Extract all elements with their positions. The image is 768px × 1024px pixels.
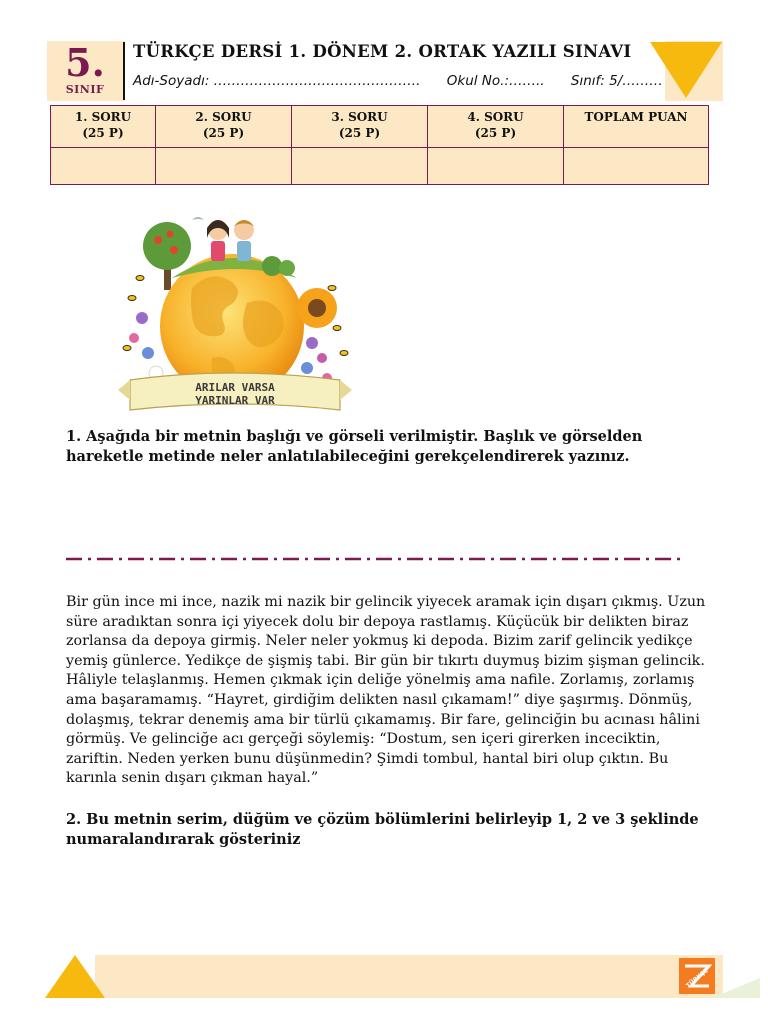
- header-divider: [123, 42, 125, 100]
- student-info-line: [133, 73, 685, 89]
- dashed-separator: [66, 556, 686, 562]
- story-passage: Bir gün ince mi ince, nazik mi nazik bir gelincik yiyecek aramak için dışarı çıkmış. Uzun süre aradıktan sonra içi yiyecek dolu bir depoya rastlamış. Küçücük bir delikten biraz zorlansa da depoya girmiş. Neler neler yokmuş ki depoda. Bizim zarif gelincik yedikçe yemiş günlerce. Yedikçe de şişmiş tabi. Bir gün bir tıkırtı duymuş bizim şişman gelincik. Hâliyle telaşlanmış. Hemen çıkmak için deliğe yönelmiş ama nafile. Zorlamış, zorlamış ama başaramamış. “Hayret, girdiğim delikten nasıl çıkamam!” diye şaşırmış. Dönmüş, dolaşmış, tekrar denemiş ama bir türlü çıkamamış. Bir fare, gelinciğin bu acınası hâlini görmüş. Ve gelinciğe acı gerçeği söylemiş: “Dostum, sen içeri girerken inceciktin, zariftin. Neden yerken bunu düşünmedin? Şimdi tombul, hantal biri olup çıktın. Bu karınla senin dışarı çıkman hayal.”: [66, 594, 706, 787]
- bird-icon: [192, 217, 204, 220]
- footer-wedge: [712, 978, 760, 998]
- corner-triangle-top: [650, 42, 722, 98]
- exam-title: TÜRKÇE DERSİ 1. DÖNEM 2. ORTAK YAZILI SINAVI: [133, 42, 632, 61]
- bee-icon: [136, 276, 144, 281]
- score-table: [50, 105, 709, 185]
- footer-band: [95, 955, 723, 998]
- score-col-2: [156, 106, 292, 148]
- score-col-label: 1. SORU: [74, 110, 132, 124]
- bee-icon: [328, 286, 336, 291]
- grade-number: 5.: [65, 40, 105, 85]
- bee-icon: [128, 296, 136, 301]
- grade-badge: [50, 41, 120, 101]
- score-col-label: TOPLAM PUAN: [584, 110, 688, 124]
- corner-triangle-bottom: [45, 955, 105, 998]
- score-col-points: (25 P): [474, 126, 517, 140]
- banner-line-1: ARILAR VARSA: [195, 381, 275, 394]
- score-col-points: (25 P): [202, 126, 245, 140]
- bee-icon: [340, 351, 348, 356]
- score-col-total: [564, 106, 709, 148]
- school-no-field[interactable]: Okul No.:……..: [446, 73, 545, 89]
- name-field[interactable]: Adı-Soyadı: ……………………………………….: [133, 73, 421, 89]
- logo-text: TÜRKÇE: [684, 967, 710, 990]
- score-cell-4[interactable]: [428, 148, 564, 185]
- score-table-entry-row: [51, 148, 709, 185]
- score-col-label: 2. SORU: [195, 110, 252, 124]
- score-table-header-row: [51, 106, 709, 148]
- grade-word: SINIF: [65, 83, 105, 96]
- score-col-label: 4. SORU: [467, 110, 524, 124]
- score-col-1: [51, 106, 156, 148]
- score-col-4: [428, 106, 564, 148]
- score-col-3: [292, 106, 428, 148]
- question-1: 1. Aşağıda bir metnin başlığı ve görseli verilmiştir. Başlık ve görselden hareketle metinde neler anlatılabileceğini gerekçelendirerek yazınız.: [66, 428, 643, 465]
- score-cell-2[interactable]: [156, 148, 292, 185]
- turkce-logo: [679, 958, 715, 994]
- bee-icon: [123, 346, 131, 351]
- score-col-label: 3. SORU: [331, 110, 388, 124]
- score-cell-1[interactable]: [51, 148, 156, 185]
- sunflower-icon: [297, 288, 337, 328]
- question-2: 2. Bu metnin serim, düğüm ve çözüm bölümlerini belirleyip 1, 2 ve 3 şeklinde numaralandırarak gösteriniz: [66, 811, 699, 848]
- score-cell-total[interactable]: [564, 148, 709, 185]
- bees-globe-illustration: [112, 208, 362, 423]
- tree-icon: [143, 222, 191, 270]
- score-col-points: (25 P): [338, 126, 381, 140]
- score-col-points: (25 P): [82, 126, 124, 140]
- banner: [118, 373, 352, 410]
- bee-icon: [333, 326, 341, 331]
- class-field[interactable]: Sınıf: 5/………: [570, 73, 663, 89]
- score-cell-3[interactable]: [292, 148, 428, 185]
- banner-line-2: YARINLAR VAR: [195, 394, 275, 407]
